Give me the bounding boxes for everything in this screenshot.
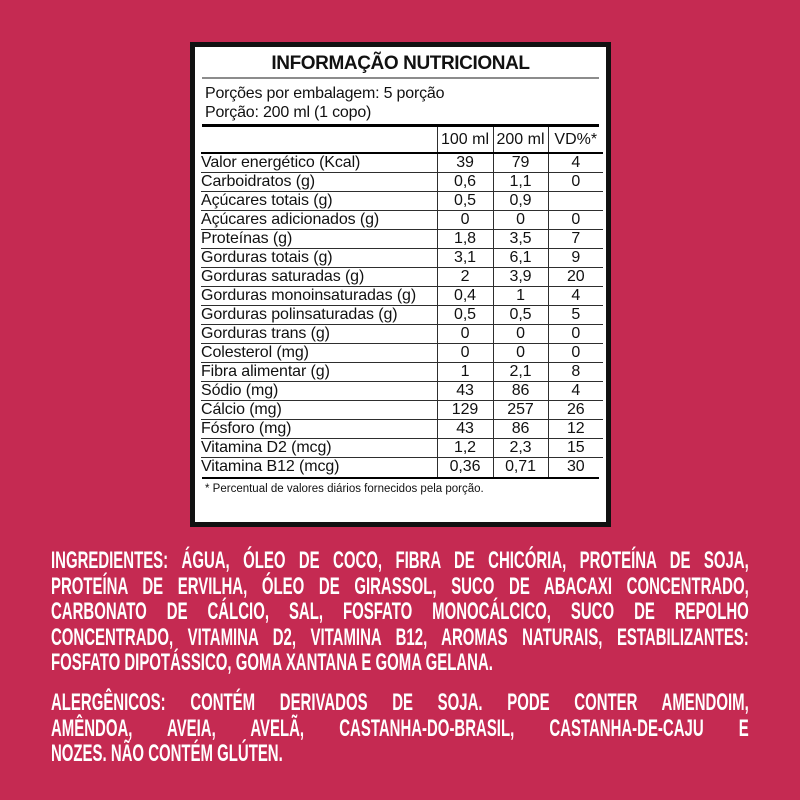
nutrient-name: Gorduras polinsaturadas (g) (201, 306, 437, 325)
table-row (201, 306, 603, 325)
table-row (201, 192, 603, 211)
nutrient-name: Proteínas (g) (201, 230, 437, 249)
value-vd: 4 (548, 287, 603, 306)
value-200ml: 3,9 (493, 268, 548, 287)
value-200ml: 0 (493, 325, 548, 344)
value-vd: 15 (548, 439, 603, 458)
column-header-empty (201, 127, 437, 153)
value-200ml: 0,9 (493, 192, 548, 211)
value-vd: 4 (548, 382, 603, 401)
value-200ml: 0 (493, 344, 548, 363)
value-vd: 0 (548, 173, 603, 192)
table-row (201, 344, 603, 363)
value-100ml: 0,4 (437, 287, 493, 306)
allergens-line: ALERGÊNICOS: CONTÉM DERIVADOS DE SOJA. PODE CONTER AMENDOIM, (51, 689, 749, 716)
nutrition-table (201, 127, 603, 477)
value-100ml: 39 (437, 153, 493, 173)
value-vd: 9 (548, 249, 603, 268)
nutrient-name: Fósforo (mg) (201, 420, 437, 439)
value-100ml: 43 (437, 382, 493, 401)
nutrient-name: Vitamina D2 (mcg) (201, 439, 437, 458)
table-row (201, 268, 603, 287)
value-200ml: 257 (493, 401, 548, 420)
footnote-divider (202, 477, 599, 479)
allergens-paragraph (51, 690, 749, 767)
ingredients-line: CARBONATO DE CÁLCIO, SAL, FOSFATO MONOCÁLCICO, SUCO DE REPOLHO (51, 598, 749, 626)
value-200ml: 0 (493, 211, 548, 230)
value-100ml: 129 (437, 401, 493, 420)
table-row (201, 249, 603, 268)
nutrient-name: Sódio (mg) (201, 382, 437, 401)
value-100ml: 0 (437, 211, 493, 230)
column-header-vd: VD%* (548, 127, 603, 153)
nutrition-title: INFORMAÇÃO NUTRICIONAL (271, 53, 530, 74)
nutrient-name: Açúcares adicionados (g) (201, 211, 437, 230)
nutrient-name: Carboidratos (g) (201, 173, 437, 192)
ingredients-line: FOSFATO DIPOTÁSSICO, GOMA XANTANA E GOMA GELANA. (51, 649, 493, 677)
ingredients-line: INGREDIENTES: ÁGUA, ÓLEO DE COCO, FIBRA DE CHICÓRIA, PROTEÍNA DE SOJA, (51, 547, 749, 574)
table-row (201, 325, 603, 344)
value-100ml: 1,2 (437, 439, 493, 458)
table-row (201, 420, 603, 439)
value-100ml: 0,6 (437, 173, 493, 192)
value-200ml: 86 (493, 420, 548, 439)
value-vd: 5 (548, 306, 603, 325)
nutrient-name: Açúcares totais (g) (201, 192, 437, 211)
value-100ml: 0,5 (437, 306, 493, 325)
value-200ml: 0,5 (493, 306, 548, 325)
nutrition-table-body (201, 153, 603, 477)
value-100ml: 0,5 (437, 192, 493, 211)
value-100ml: 0,36 (437, 458, 493, 477)
value-100ml: 0 (437, 344, 493, 363)
value-vd: 0 (548, 344, 603, 363)
value-vd: 20 (548, 268, 603, 287)
serving-size: Porção: 200 ml (1 copo) (205, 104, 372, 121)
column-header-200ml: 200 ml (493, 127, 548, 153)
value-100ml: 0 (437, 325, 493, 344)
value-200ml: 1 (493, 287, 548, 306)
value-100ml: 1,8 (437, 230, 493, 249)
ingredients-line: CONCENTRADO, VITAMINA D2, VITAMINA B12, AROMAS NATURAIS, ESTABILIZANTES: (51, 623, 749, 651)
table-row (201, 287, 603, 306)
nutrient-name: Gorduras saturadas (g) (201, 268, 437, 287)
value-100ml: 43 (437, 420, 493, 439)
table-header-row (201, 127, 603, 153)
table-row (201, 439, 603, 458)
value-200ml: 2,1 (493, 363, 548, 382)
nutrient-name: Colesterol (mg) (201, 344, 437, 363)
value-200ml: 1,1 (493, 173, 548, 192)
title-divider (202, 77, 599, 79)
table-row (201, 382, 603, 401)
column-header-100ml: 100 ml (437, 127, 493, 153)
value-200ml: 6,1 (493, 249, 548, 268)
footnote: * Percentual de valores diários fornecidos pela porção. (205, 482, 484, 495)
nutrition-panel (190, 42, 611, 527)
table-row (201, 173, 603, 192)
value-vd: 7 (548, 230, 603, 249)
table-row (201, 211, 603, 230)
nutrient-name: Gorduras totais (g) (201, 249, 437, 268)
value-100ml: 2 (437, 268, 493, 287)
value-vd: 8 (548, 363, 603, 382)
nutrient-name: Fibra alimentar (g) (201, 363, 437, 382)
value-vd: 0 (548, 211, 603, 230)
table-row (201, 230, 603, 249)
table-row (201, 401, 603, 420)
value-100ml: 1 (437, 363, 493, 382)
table-row (201, 458, 603, 477)
ingredients-paragraph (51, 548, 749, 676)
value-200ml: 3,5 (493, 230, 548, 249)
value-vd: 12 (548, 420, 603, 439)
value-vd: 30 (548, 458, 603, 477)
value-200ml: 86 (493, 382, 548, 401)
servings-per-package: Porções por embalagem: 5 porção (205, 85, 445, 102)
nutrient-name: Valor energético (Kcal) (201, 154, 361, 171)
value-vd: 4 (548, 153, 603, 173)
ingredients-line: PROTEÍNA DE ERVILHA, ÓLEO DE GIRASSOL, SUCO DE ABACAXI CONCENTRADO, (51, 572, 749, 600)
value-200ml: 79 (493, 153, 548, 173)
allergens-line: NOZES. NÃO CONTÉM GLÚTEN. (51, 740, 283, 768)
nutrient-name: Vitamina B12 (mcg) (201, 458, 437, 477)
table-row (201, 153, 603, 173)
value-vd (548, 192, 603, 211)
allergens-line: AMÊNDOA, AVEIA, AVELÃ, CASTANHA-DO-BRASIL, CASTANHA-DE-CAJU E (51, 714, 749, 742)
value-vd: 0 (548, 325, 603, 344)
nutrient-name: Gorduras monoinsaturadas (g) (201, 287, 437, 306)
nutrient-name: Cálcio (mg) (201, 401, 437, 420)
servings-info (205, 84, 596, 122)
table-row (201, 363, 603, 382)
value-200ml: 0,71 (493, 458, 548, 477)
nutrient-name: Gorduras trans (g) (201, 325, 437, 344)
value-200ml: 2,3 (493, 439, 548, 458)
value-vd: 26 (548, 401, 603, 420)
value-100ml: 3,1 (437, 249, 493, 268)
